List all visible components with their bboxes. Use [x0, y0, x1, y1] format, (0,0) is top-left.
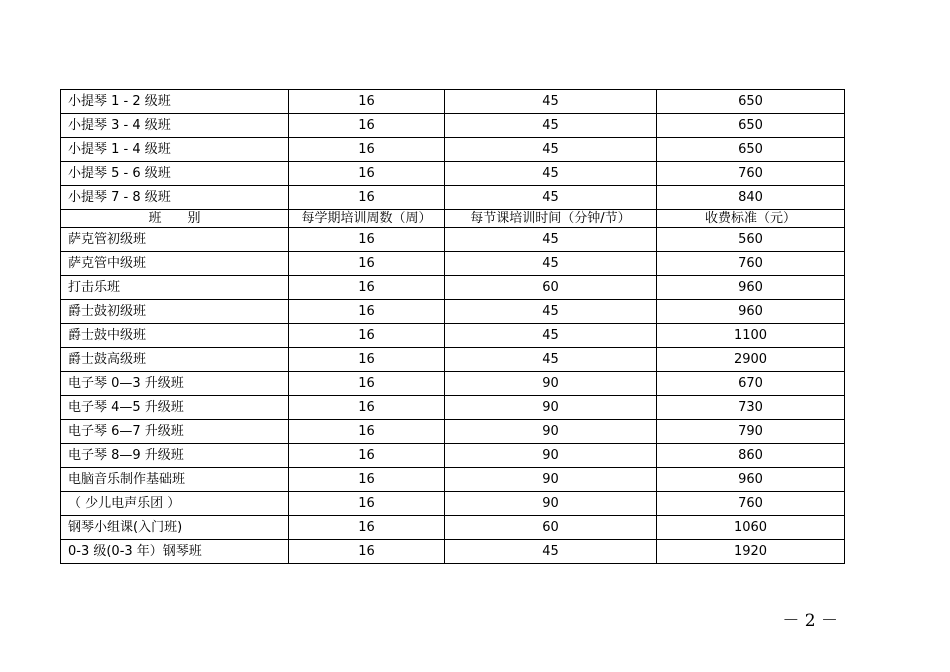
weeks-cell: 16 [289, 276, 445, 300]
class-name-cell: 小提琴 3 - 4 级班 [61, 114, 289, 138]
class-name-cell: 钢琴小组课(入门班) [61, 516, 289, 540]
minutes-cell: 90 [445, 492, 657, 516]
weeks-cell: 16 [289, 90, 445, 114]
header-minutes: 每节课培训时间（分钟/节） [445, 210, 657, 228]
class-name-cell: 小提琴 1 - 2 级班 [61, 90, 289, 114]
class-name-cell: 电子琴 4—5 升级班 [61, 396, 289, 420]
class-name-cell: 打击乐班 [61, 276, 289, 300]
minutes-cell: 45 [445, 300, 657, 324]
weeks-cell: 16 [289, 372, 445, 396]
table-row [61, 468, 845, 492]
header-weeks: 每学期培训周数（周） [289, 210, 445, 228]
minutes-cell: 45 [445, 348, 657, 372]
fee-cell: 960 [657, 300, 845, 324]
minutes-cell: 45 [445, 186, 657, 210]
class-name-cell: 小提琴 5 - 6 级班 [61, 162, 289, 186]
weeks-cell: 16 [289, 468, 445, 492]
minutes-cell: 45 [445, 138, 657, 162]
table-row [61, 162, 845, 186]
fee-cell: 760 [657, 492, 845, 516]
table-row [61, 516, 845, 540]
minutes-cell: 45 [445, 114, 657, 138]
minutes-cell: 90 [445, 444, 657, 468]
fee-cell: 960 [657, 468, 845, 492]
table-row [61, 276, 845, 300]
fee-cell: 1920 [657, 540, 845, 564]
weeks-cell: 16 [289, 162, 445, 186]
fee-cell: 1100 [657, 324, 845, 348]
weeks-cell: 16 [289, 252, 445, 276]
minutes-cell: 45 [445, 90, 657, 114]
table-row [61, 324, 845, 348]
minutes-cell: 45 [445, 252, 657, 276]
minutes-cell: 45 [445, 162, 657, 186]
class-name-cell: 小提琴 1 - 4 级班 [61, 138, 289, 162]
fee-table [60, 89, 845, 564]
weeks-cell: 16 [289, 186, 445, 210]
page-number [0, 606, 950, 631]
weeks-cell: 16 [289, 300, 445, 324]
fee-cell: 760 [657, 162, 845, 186]
table-row [61, 396, 845, 420]
class-name-cell: 爵士鼓中级班 [61, 324, 289, 348]
minutes-cell: 45 [445, 228, 657, 252]
fee-cell: 760 [657, 252, 845, 276]
table-row [61, 348, 845, 372]
table-row [61, 252, 845, 276]
minutes-cell: 60 [445, 276, 657, 300]
class-name-cell: 爵士鼓高级班 [61, 348, 289, 372]
minutes-cell: 90 [445, 372, 657, 396]
class-name-cell: 萨克管中级班 [61, 252, 289, 276]
weeks-cell: 16 [289, 540, 445, 564]
table-row [61, 420, 845, 444]
weeks-cell: 16 [289, 228, 445, 252]
weeks-cell: 16 [289, 348, 445, 372]
minutes-cell: 90 [445, 396, 657, 420]
fee-cell: 560 [657, 228, 845, 252]
table-row [61, 300, 845, 324]
class-name-cell: （ 少儿电声乐团 ） [61, 492, 289, 516]
class-name-cell: 电子琴 8—9 升级班 [61, 444, 289, 468]
class-name-cell: 萨克管初级班 [61, 228, 289, 252]
weeks-cell: 16 [289, 420, 445, 444]
minutes-cell: 45 [445, 324, 657, 348]
weeks-cell: 16 [289, 114, 445, 138]
fee-cell: 960 [657, 276, 845, 300]
weeks-cell: 16 [289, 324, 445, 348]
header-class-name: 班 别 [61, 210, 289, 228]
header-fee: 收费标准（元） [657, 210, 845, 228]
fee-cell: 860 [657, 444, 845, 468]
table-row [61, 444, 845, 468]
table-row [61, 228, 845, 252]
weeks-cell: 16 [289, 138, 445, 162]
table-row [61, 186, 845, 210]
fee-cell: 730 [657, 396, 845, 420]
minutes-cell: 90 [445, 468, 657, 492]
table-row [61, 492, 845, 516]
fee-cell: 2900 [657, 348, 845, 372]
minutes-cell: 45 [445, 540, 657, 564]
class-name-cell: 电脑音乐制作基础班 [61, 468, 289, 492]
weeks-cell: 16 [289, 444, 445, 468]
weeks-cell: 16 [289, 492, 445, 516]
table-row [61, 540, 845, 564]
page-number-text: － 2 － [782, 611, 838, 631]
fee-cell: 840 [657, 186, 845, 210]
minutes-cell: 60 [445, 516, 657, 540]
fee-cell: 1060 [657, 516, 845, 540]
class-name-cell: 电子琴 0—3 升级班 [61, 372, 289, 396]
weeks-cell: 16 [289, 396, 445, 420]
fee-cell: 670 [657, 372, 845, 396]
fee-cell: 650 [657, 90, 845, 114]
class-name-cell: 电子琴 6—7 升级班 [61, 420, 289, 444]
table-header-row [61, 210, 845, 228]
class-name-cell: 0-3 级(0-3 年）钢琴班 [61, 540, 289, 564]
table-row [61, 138, 845, 162]
fee-cell: 650 [657, 114, 845, 138]
class-name-cell: 爵士鼓初级班 [61, 300, 289, 324]
table-row [61, 372, 845, 396]
table-row [61, 90, 845, 114]
fee-cell: 790 [657, 420, 845, 444]
weeks-cell: 16 [289, 516, 445, 540]
table-row [61, 114, 845, 138]
class-name-cell: 小提琴 7 - 8 级班 [61, 186, 289, 210]
minutes-cell: 90 [445, 420, 657, 444]
fee-cell: 650 [657, 138, 845, 162]
